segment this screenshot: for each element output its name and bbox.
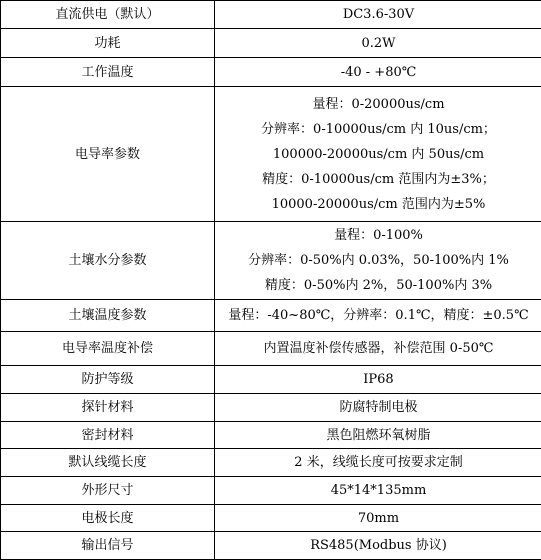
spec-value <box>215 505 541 532</box>
spec-table-body <box>1 1 541 560</box>
spec-value <box>215 29 541 58</box>
spec-value-line: 量程：-40~80℃，分辨率：0.1℃，精度：±0.5℃ <box>215 303 541 328</box>
spec-label: 电导率温度补偿 <box>1 332 215 366</box>
spec-value-line: 2 米，线缆长度可按要求定制 <box>215 450 541 475</box>
spec-row <box>1 449 541 477</box>
spec-label: 电导率参数 <box>1 87 215 222</box>
spec-label: 默认线缆长度 <box>1 449 215 477</box>
spec-label: 外形尺寸 <box>1 477 215 505</box>
spec-value-line: 45*14*135mm <box>215 478 541 503</box>
spec-value-line: 100000-20000us/cm 内 50us/cm <box>215 142 541 167</box>
spec-value-line: 精度：0-10000us/cm 范围内为±3%； <box>215 167 541 192</box>
spec-row <box>1 532 541 560</box>
spec-label: 探针材料 <box>1 394 215 422</box>
spec-row <box>1 422 541 449</box>
spec-value <box>215 532 541 560</box>
spec-row <box>1 87 541 222</box>
spec-row <box>1 366 541 394</box>
spec-row <box>1 29 541 58</box>
spec-value-line: 分辨率：0-50%内 0.03%，50-100%内 1% <box>215 248 541 273</box>
spec-value-line: 量程：0-100% <box>215 223 541 248</box>
spec-value-line: 内置温度补偿传感器，补偿范围 0-50℃ <box>215 336 541 361</box>
spec-value <box>215 87 541 222</box>
spec-row <box>1 505 541 532</box>
spec-value-line: IP68 <box>215 367 541 392</box>
spec-value-line: RS485(Modbus 协议) <box>215 533 541 558</box>
spec-value-line: 0.2W <box>215 31 541 56</box>
spec-value-line: 黑色阻燃环氧树脂 <box>215 423 541 448</box>
spec-value <box>215 449 541 477</box>
spec-value-line: 量程：0-20000us/cm <box>215 92 541 117</box>
spec-label: 土壤水分参数 <box>1 222 215 300</box>
spec-label: 电极长度 <box>1 505 215 532</box>
spec-row <box>1 477 541 505</box>
spec-value <box>215 58 541 87</box>
spec-value-line: 防腐特制电极 <box>215 395 541 420</box>
spec-value <box>215 222 541 300</box>
spec-value <box>215 394 541 422</box>
spec-value-line: 10000-20000us/cm 范围内为±5% <box>215 192 541 217</box>
spec-value <box>215 422 541 449</box>
spec-row <box>1 300 541 332</box>
spec-value <box>215 300 541 332</box>
spec-label: 防护等级 <box>1 366 215 394</box>
spec-row <box>1 58 541 87</box>
spec-label: 直流供电（默认） <box>1 1 215 29</box>
spec-value <box>215 366 541 394</box>
spec-label: 输出信号 <box>1 532 215 560</box>
spec-value-line: -40 - +80℃ <box>215 60 541 85</box>
spec-value-line: 分辨率：0-10000us/cm 内 10us/cm； <box>215 117 541 142</box>
spec-value-line: DC3.6-30V <box>215 2 541 27</box>
spec-value <box>215 477 541 505</box>
spec-label: 土壤温度参数 <box>1 300 215 332</box>
spec-row <box>1 394 541 422</box>
spec-label: 功耗 <box>1 29 215 58</box>
spec-row <box>1 222 541 300</box>
spec-row <box>1 1 541 29</box>
spec-label: 工作温度 <box>1 58 215 87</box>
spec-row <box>1 332 541 366</box>
spec-label: 密封材料 <box>1 422 215 449</box>
spec-value <box>215 1 541 29</box>
spec-value-line: 70mm <box>215 506 541 531</box>
spec-value <box>215 332 541 366</box>
spec-value-line: 精度：0-50%内 2%，50-100%内 3% <box>215 273 541 298</box>
